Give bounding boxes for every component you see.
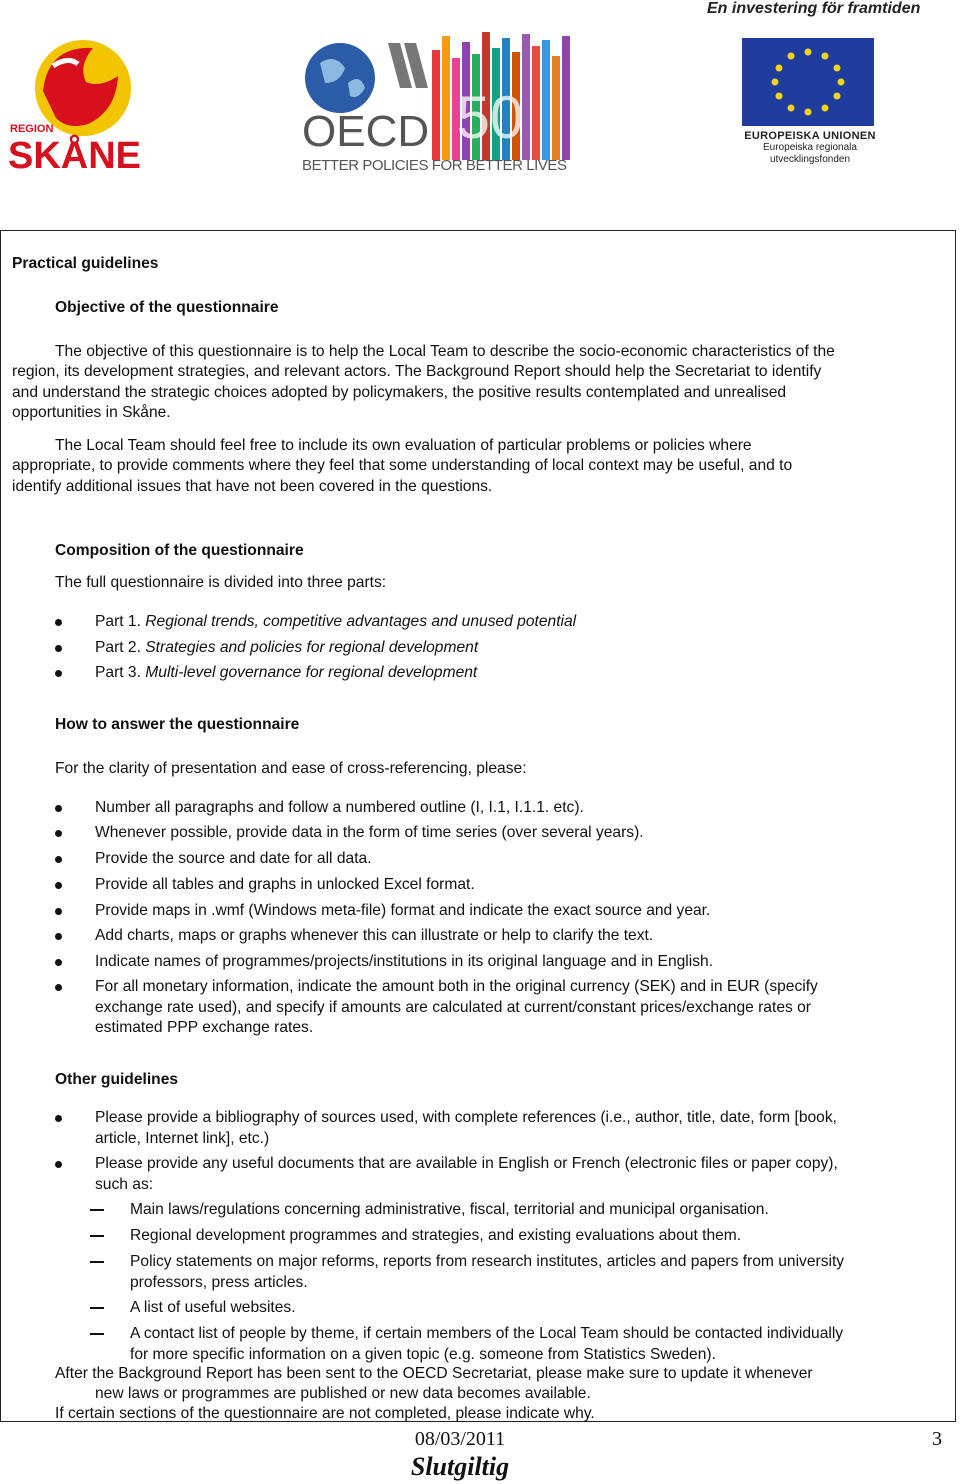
- objective-p2-line2: appropriate, to provide comments where they feel that some understanding of local context may be useful, and to: [12, 457, 793, 474]
- sub-list-item-text-line2: for more specific information on a given topic (e.g. someone from Statistics Sweden).: [130, 1345, 716, 1363]
- objective-heading: Objective of the questionnaire: [55, 299, 279, 316]
- footer-date: 08/03/2011: [414, 1428, 506, 1450]
- page-header: [0, 0, 960, 200]
- dash-icon: [90, 1333, 104, 1335]
- page-title: Practical guidelines: [12, 255, 159, 272]
- document-status: Slutgiltig: [410, 1452, 510, 1481]
- bullet-icon: [55, 830, 62, 837]
- list-item-text: Provide all tables and graphs in unlocked Excel format.: [95, 876, 475, 893]
- oecd-50-logo: [300, 28, 575, 178]
- sub-list-item-text-line1: A contact list of people by theme, if certain members of the Local Team should be contacted individually: [130, 1325, 844, 1342]
- eu-caption-line2: Europeiska regionala: [763, 142, 857, 153]
- skane-name-text: SKÅNE: [8, 135, 142, 176]
- oecd-name-text: OECD: [302, 107, 430, 156]
- objective-p1-line2: region, its development strategies, and relevant actors. The Background Report should help the Secretariat to identify: [12, 363, 822, 380]
- oecd-slogan-text: BETTER POLICIES FOR BETTER LIVES: [302, 157, 567, 174]
- list-item-text-line1: For all monetary information, indicate the amount both in the original currency (SEK) and in EUR (specify: [95, 978, 818, 995]
- bullet-icon: [55, 984, 62, 991]
- region-skane-logo: [8, 36, 158, 176]
- objective-p1-line4: opportunities in Skåne.: [12, 404, 171, 421]
- objective-p2-line1: The Local Team should feel free to include its own evaluation of particular problems or policies where: [55, 437, 752, 454]
- sub-list-item-text: Regional development programmes and strategies, and existing evaluations about them.: [130, 1227, 742, 1244]
- page-number: 3: [932, 1428, 942, 1450]
- list-item-text-line1: Please provide any useful documents that are available in English or French (electronic files or paper copy),: [95, 1155, 838, 1172]
- eu-tagline: En investering för framtiden: [707, 0, 921, 17]
- part-title: Regional trends, competitive advantages and unused potential: [145, 613, 577, 630]
- list-item-text: Provide maps in .wmf (Windows meta-file) format and indicate the exact source and year.: [95, 902, 711, 919]
- after-report-line1: After the Background Report has been sent to the OECD Secretariat, please make sure to update it whenever: [55, 1365, 813, 1382]
- other-heading: Other guidelines: [55, 1071, 179, 1088]
- bullet-icon: [55, 1115, 62, 1122]
- dash-icon: [90, 1209, 104, 1211]
- list-item-text: Number all paragraphs and follow a numbered outline (I, I.1, I.1.1. etc).: [95, 799, 584, 816]
- list-item-text-line2: article, Internet link], etc.): [95, 1129, 270, 1147]
- part-title: Strategies and policies for regional development: [145, 639, 479, 656]
- bullet-icon: [55, 933, 62, 940]
- eu-caption-line3: utvecklingsfonden: [769, 154, 851, 165]
- objective-p2-line3: identify additional issues that have not been covered in the questions.: [12, 478, 493, 495]
- list-item-text: Indicate names of programmes/projects/institutions in its original language and in English.: [95, 953, 714, 970]
- dash-icon: [90, 1307, 104, 1309]
- list-item-text: Whenever possible, provide data in the form of time series (over several years).: [95, 824, 644, 841]
- part-title: Multi-level governance for regional development: [145, 664, 478, 681]
- how-to-intro: For the clarity of presentation and ease of cross-referencing, please:: [55, 760, 527, 777]
- bullet-icon: [55, 1161, 62, 1168]
- list-item-text-line1: Please provide a bibliography of sources used, with complete references (i.e., author, title, date, form [book,: [95, 1109, 837, 1126]
- eu-caption: [740, 130, 880, 166]
- list-item-text-line3: estimated PPP exchange rates.: [95, 1019, 314, 1037]
- composition-intro: The full questionnaire is divided into three parts:: [55, 574, 387, 591]
- sub-list-item-text-line1: Policy statements on major reforms, reports from research institutes, articles and papers from university: [130, 1253, 845, 1270]
- list-item-text-line2: exchange rate used), and specify if amounts are calculated at current/constant prices/exchange rates or: [95, 998, 811, 1016]
- objective-p1-line3: and understand the strategic choices adopted by policymakers, the positive results contemplated and unrealised: [12, 384, 787, 401]
- eu-caption-line1: EUROPEISKA UNIONEN: [744, 130, 876, 142]
- bullet-icon: [55, 856, 62, 863]
- part-label: Part 2.: [95, 639, 141, 656]
- bullet-icon: [55, 805, 62, 812]
- part-label: Part 3.: [95, 664, 141, 681]
- dash-icon: [90, 1261, 104, 1263]
- sub-list-item-text-line2: professors, press articles.: [130, 1273, 308, 1291]
- bullet-icon: [55, 908, 62, 915]
- final-note: If certain sections of the questionnaire are not completed, please indicate why.: [55, 1405, 595, 1422]
- sub-list-item-text: A list of useful websites.: [130, 1299, 296, 1316]
- after-report-line2: new laws or programmes are published or new data becomes available.: [95, 1385, 591, 1402]
- bullet-icon: [55, 670, 62, 677]
- how-to-heading: How to answer the questionnaire: [55, 716, 300, 733]
- dash-icon: [90, 1235, 104, 1237]
- oecd-50-number: 50: [456, 84, 524, 151]
- bullet-icon: [55, 959, 62, 966]
- list-item-text: Add charts, maps or graphs whenever this can illustrate or help to clarify the text.: [95, 927, 654, 944]
- list-item-text-line2: such as:: [95, 1175, 154, 1193]
- bullet-icon: [55, 882, 62, 889]
- sub-list-item-text: Main laws/regulations concerning administrative, fiscal, territorial and municipal organisation.: [130, 1201, 769, 1218]
- objective-p1-line1: The objective of this questionnaire is to help the Local Team to describe the socio-economic characteristics of the: [55, 343, 835, 360]
- bullet-icon: [55, 619, 62, 626]
- oecd-globe-icon: [305, 43, 375, 113]
- list-item-text: Provide the source and date for all data.: [95, 850, 372, 867]
- bullet-icon: [55, 645, 62, 652]
- composition-heading: Composition of the questionnaire: [55, 542, 304, 559]
- skane-region-text: REGION: [10, 123, 54, 135]
- part-label: Part 1.: [95, 613, 141, 630]
